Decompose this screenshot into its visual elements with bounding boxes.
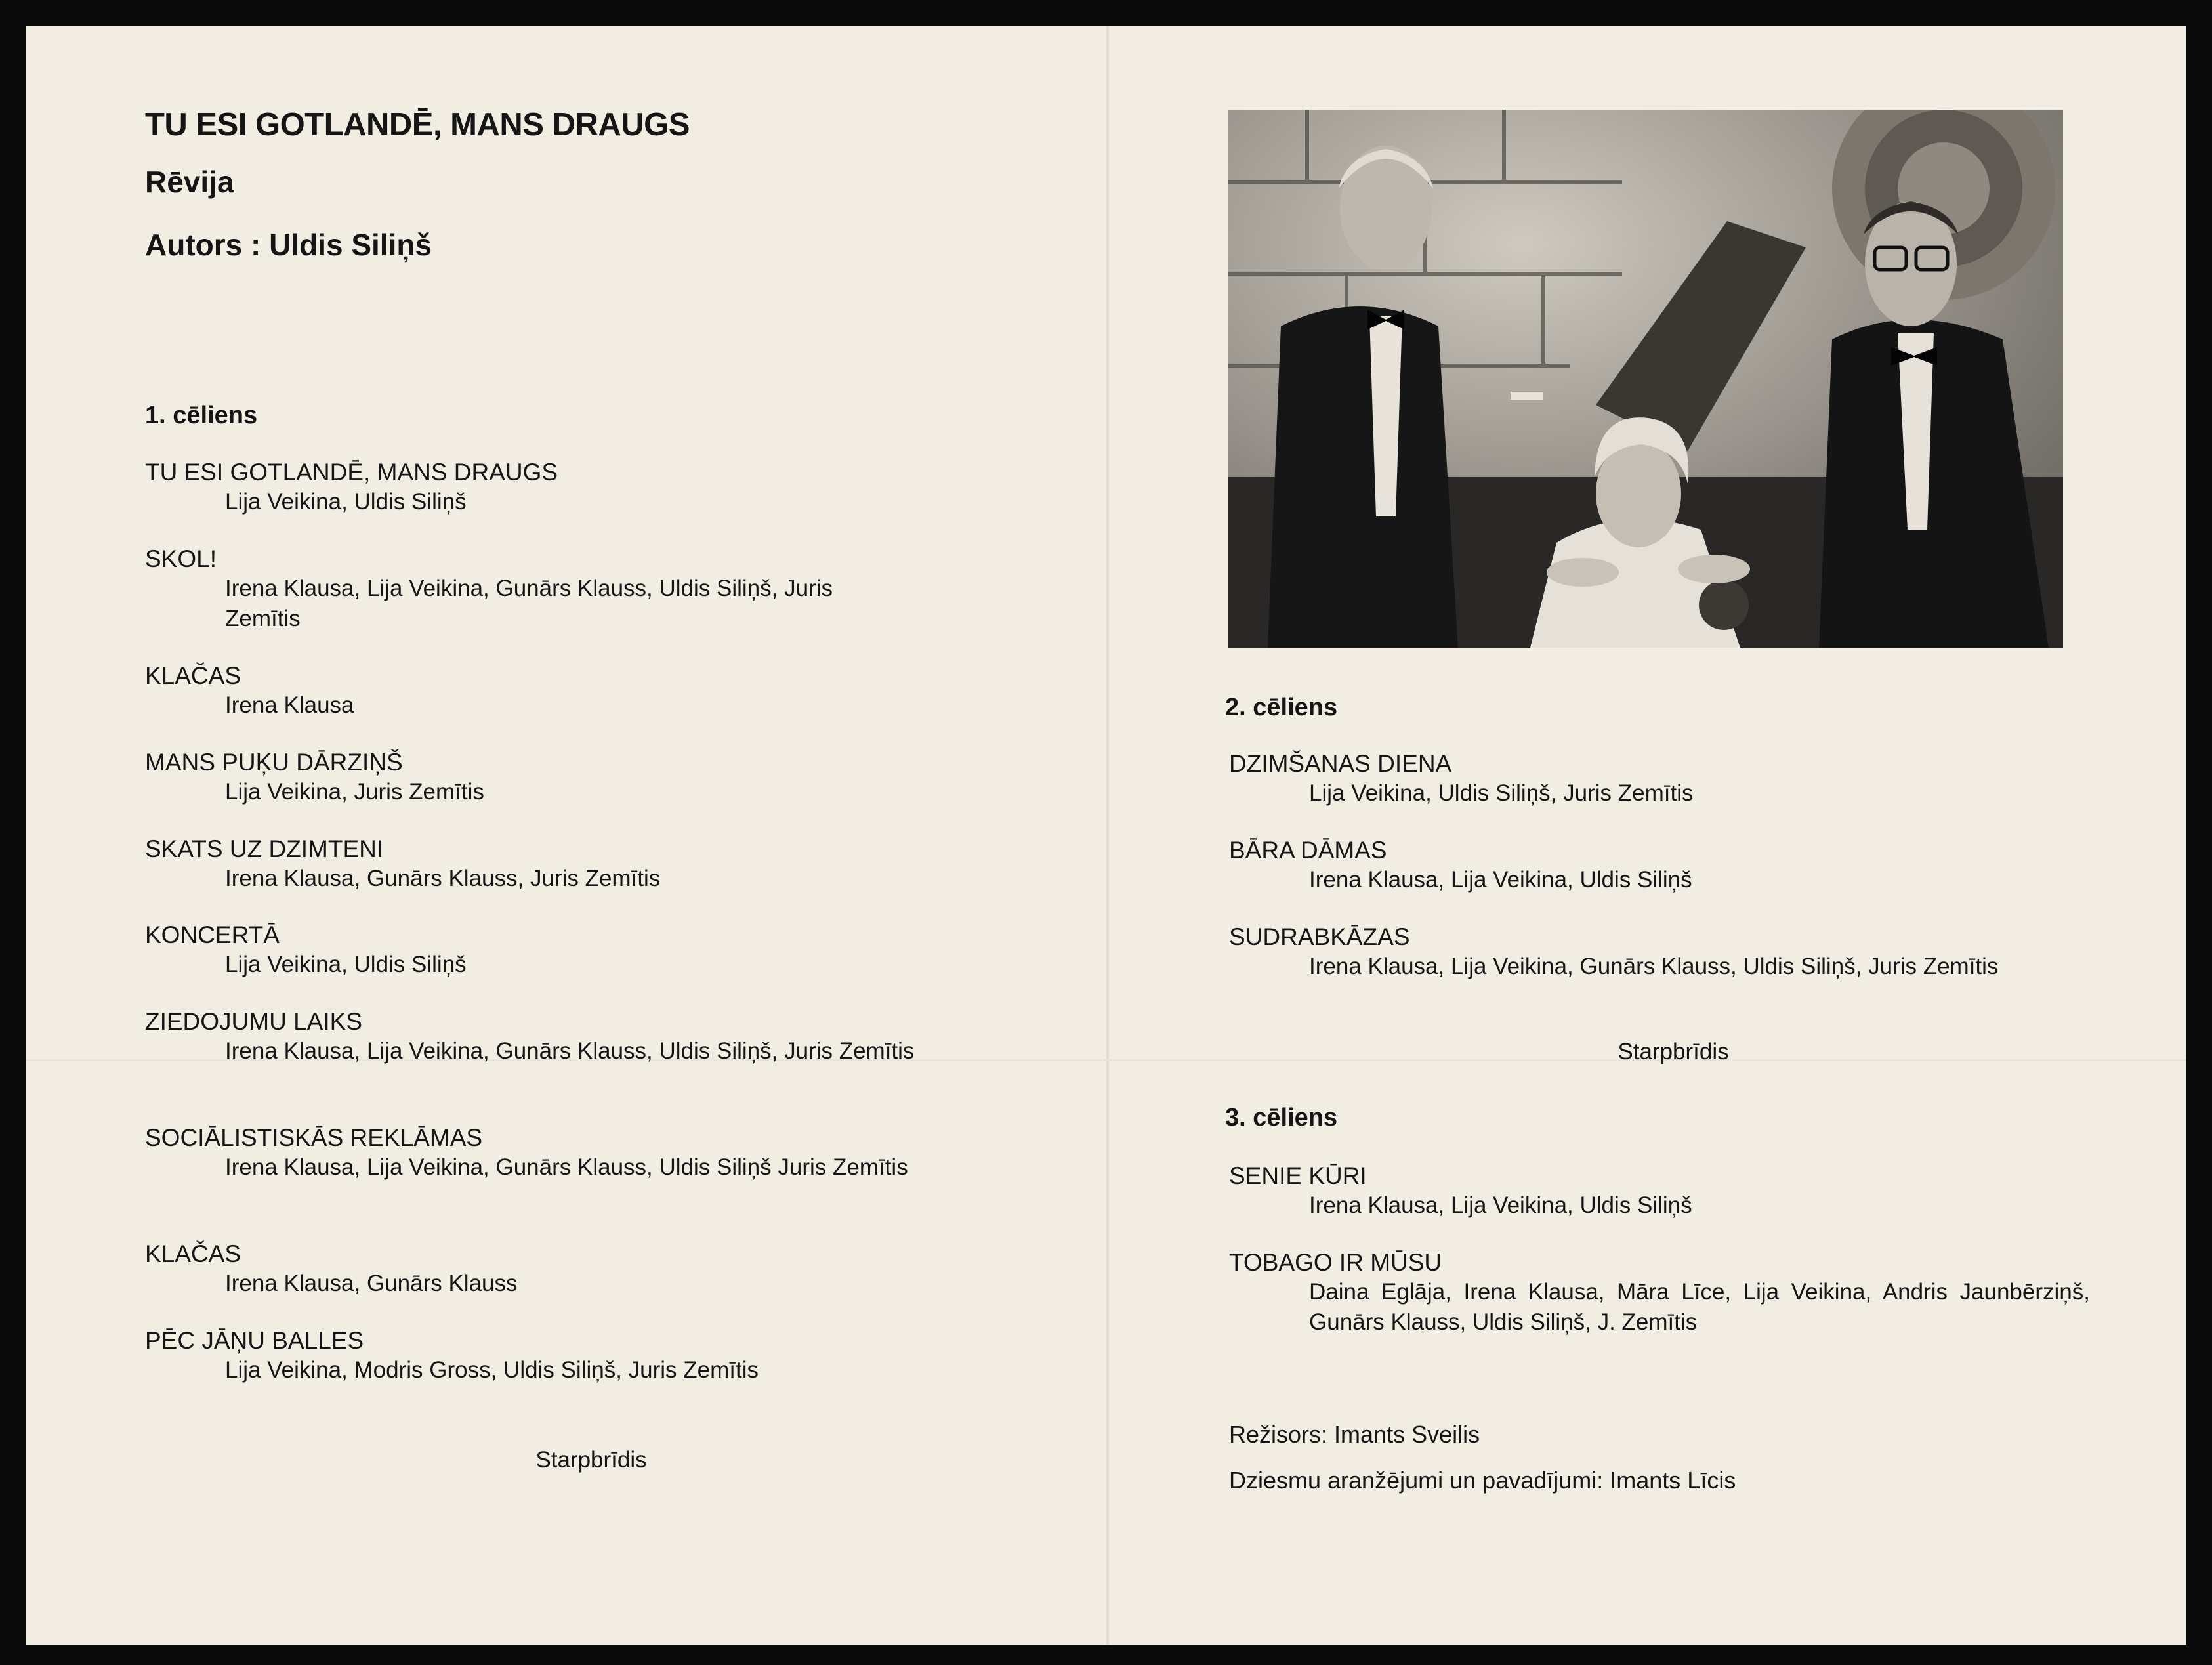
scene-title: DZIMŠANAS DIENA <box>1229 750 1452 777</box>
scene-performers: Irena Klausa <box>225 692 354 718</box>
scene-item <box>1229 1248 2090 1338</box>
scene-item <box>145 1124 1008 1183</box>
scene-item <box>145 1240 1051 1299</box>
show-genre: Rēvija <box>145 165 234 199</box>
scene-performers: Lija Veikina, Uldis Siliņš, Juris Zemītis <box>1309 780 1694 806</box>
scene-performers: Irena Klausa, Lija Veikina, Gunārs Klauss, Uldis Siliņš, Juris Zemītis <box>1309 954 1999 979</box>
scene-title: SOCIĀLISTISKĀS REKLĀMAS <box>145 1124 483 1151</box>
scene-title: SKOL! <box>145 545 217 572</box>
scene-item <box>1229 1162 2082 1221</box>
scene-title: ZIEDOJUMU LAIKS <box>145 1008 362 1035</box>
scene-item <box>1229 836 2082 895</box>
act-2-heading: 2. cēliens <box>1225 694 1338 721</box>
scene-title: TU ESI GOTLANDĒ, MANS DRAUGS <box>145 459 558 486</box>
scene-title: KLAČAS <box>145 662 241 689</box>
scene-performers: Daina Eglāja, Irena Klausa, Māra Līce, Lija Veikina, Andris Jaunbērziņš, Gunārs Klauss, Uldis Siliņš, J. Zemītis <box>1309 1279 2090 1335</box>
intermission-label: Starpbrīdis <box>1617 1039 1729 1064</box>
scene-item <box>145 748 1051 807</box>
scene-performers: Lija Veikina, Modris Gross, Uldis Siliņš, Juris Zemītis <box>225 1357 759 1383</box>
scene-performers: Irena Klausa, Lija Veikina, Gunārs Klauss, Uldis Siliņš Juris Zemītis <box>225 1154 908 1180</box>
scene-title: TOBAGO IR MŪSU <box>1229 1249 1442 1276</box>
cast-photo <box>1228 110 2063 648</box>
scene-performers: Lija Veikina, Juris Zemītis <box>225 779 484 805</box>
scene-item <box>145 835 1051 894</box>
scene-title: SENIE KŪRI <box>1229 1162 1367 1189</box>
scene-title: SUDRABKĀZAS <box>1229 923 1410 950</box>
scene-item <box>145 921 1051 980</box>
scene-performers: Lija Veikina, Uldis Siliņš <box>225 489 467 515</box>
director-credit: Režisors: Imants Sveilis <box>1229 1421 1480 1448</box>
scene-item <box>1229 749 2082 809</box>
scene-performers: Irena Klausa, Lija Veikina, Uldis Siliņš <box>1309 867 1692 893</box>
scene-title: PĒC JĀŅU BALLES <box>145 1327 364 1354</box>
show-author: Autors : Uldis Siliņš <box>145 228 432 262</box>
act-3-heading: 3. cēliens <box>1225 1104 1338 1131</box>
scene-title: KONCERTĀ <box>145 921 280 948</box>
scene-item <box>145 458 1051 517</box>
arrangements-credit: Dziesmu aranžējumi un pavadījumi: Imants Līcis <box>1229 1467 1736 1494</box>
scene-performers: Irena Klausa, Lija Veikina, Uldis Siliņš <box>1309 1192 1692 1218</box>
intermission-label: Starpbrīdis <box>535 1447 647 1473</box>
scene-item <box>145 662 1051 721</box>
scene-performers: Lija Veikina, Uldis Siliņš <box>225 952 467 977</box>
scene-item <box>145 1007 1008 1066</box>
scene-performers: Irena Klausa, Lija Veikina, Gunārs Klauss, Uldis Siliņš, Juris Zemītis <box>225 576 833 631</box>
scene-title: KLAČAS <box>145 1240 241 1267</box>
scene-performers: Irena Klausa, Lija Veikina, Gunārs Klauss, Uldis Siliņš, Juris Zemītis <box>225 1038 915 1064</box>
program-sheet <box>26 26 2186 1645</box>
center-fold <box>1106 26 1110 1645</box>
act-1-heading: 1. cēliens <box>145 402 258 429</box>
scene-performers: Irena Klausa, Gunārs Klauss <box>225 1271 518 1296</box>
scene-title: MANS PUĶU DĀRZIŅŠ <box>145 749 403 776</box>
scene-item <box>1229 923 2056 982</box>
scene-item <box>145 1326 1051 1385</box>
scene-performers: Irena Klausa, Gunārs Klauss, Juris Zemītis <box>225 866 661 891</box>
scene-item <box>145 545 900 634</box>
scene-title: BĀRA DĀMAS <box>1229 837 1387 864</box>
scene-title: SKATS UZ DZIMTENI <box>145 835 384 862</box>
show-title: TU ESI GOTLANDĒ, MANS DRAUGS <box>145 107 690 142</box>
